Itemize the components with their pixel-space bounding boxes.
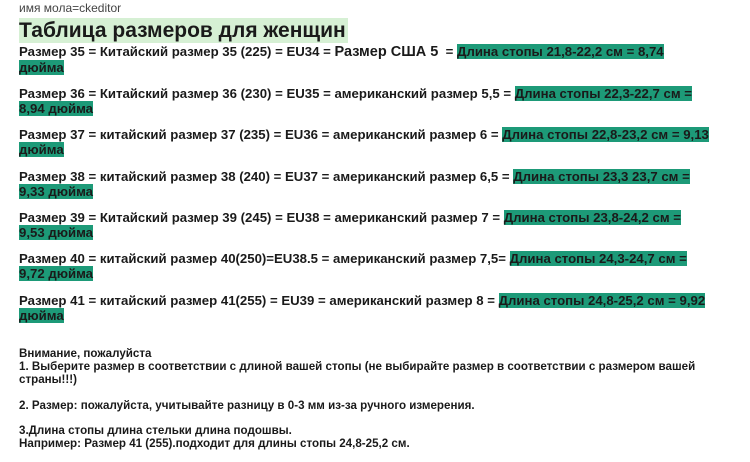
foot-length-highlight: Длина стопы 22,8-23,2 см = 9,13 дюйма xyxy=(19,127,709,157)
size-row-39 xyxy=(19,210,709,240)
size-row-us-size: Размер США 5 xyxy=(334,44,439,60)
foot-length-highlight: Длина стопы 21,8-22,2 см = 8,74 дюйма xyxy=(19,44,664,75)
page-title: Таблица размеров для женщин xyxy=(19,19,346,42)
size-row-40 xyxy=(19,251,709,281)
editor-label: имя мола=ckeditor xyxy=(19,1,122,15)
foot-length-highlight: Длина стопы 23,8-24,2 см = 9,53 дюйма xyxy=(19,210,681,240)
foot-length-highlight: Длина стопы 23,3 23,7 см = 9,33 дюйма xyxy=(19,169,690,199)
size-row-text: Размер 39 = Китайский размер 39 (245) = EU38 = американский размер 7 = xyxy=(19,210,504,225)
notice-item-1: 1. Выберите размер в соответствии с длиной вашей стопы (не выбирайте размер в соответствии с размером вашей страны!!!) xyxy=(19,360,696,386)
size-row-text: Размер 40 = китайский размер 40(250)=EU38.5 = американский размер 7,5= xyxy=(19,251,510,266)
size-row-text: Размер 37 = китайский размер 37 (235) = EU36 = американский размер 6 = xyxy=(19,127,503,142)
notice-item-3: 3.Длина стопы длина стельки длина подошвы. xyxy=(19,424,292,437)
notice-example: Например: Размер 41 (255).подходит для длины стопы 24,8-25,2 см. xyxy=(19,437,410,450)
notice-heading: Внимание, пожалуйста xyxy=(19,347,152,360)
foot-length-highlight: Длина стопы 22,3-22,7 см = 8,94 дюйма xyxy=(19,86,692,116)
size-row-text: Размер 35 = Китайский размер 35 (225) = EU34 = xyxy=(19,44,335,59)
size-row-37 xyxy=(19,127,709,157)
size-row-41 xyxy=(19,293,709,323)
size-row-38 xyxy=(19,169,709,199)
notice-item-2: 2. Размер: пожалуйста, учитывайте разницу в 0-3 мм из-за ручного измерения. xyxy=(19,399,475,412)
size-row-text: Размер 38 = китайский размер 38 (240) = EU37 = американский размер 6,5 = xyxy=(19,169,514,184)
size-row-text: Размер 41 = китайский размер 41(255) = EU39 = американский размер 8 = xyxy=(19,293,499,308)
size-row-text: Размер 36 = Китайский размер 36 (230) = EU35 = американский размер 5,5 = xyxy=(19,86,515,101)
size-row-35 xyxy=(19,44,709,75)
size-row-separator: = xyxy=(438,44,458,59)
foot-length-highlight: Длина стопы 24,8-25,2 см = 9,92 дюйма xyxy=(19,293,706,323)
size-row-36 xyxy=(19,86,709,116)
foot-length-highlight: Длина стопы 24,3-24,7 см = 9,72 дюйма xyxy=(19,251,687,281)
